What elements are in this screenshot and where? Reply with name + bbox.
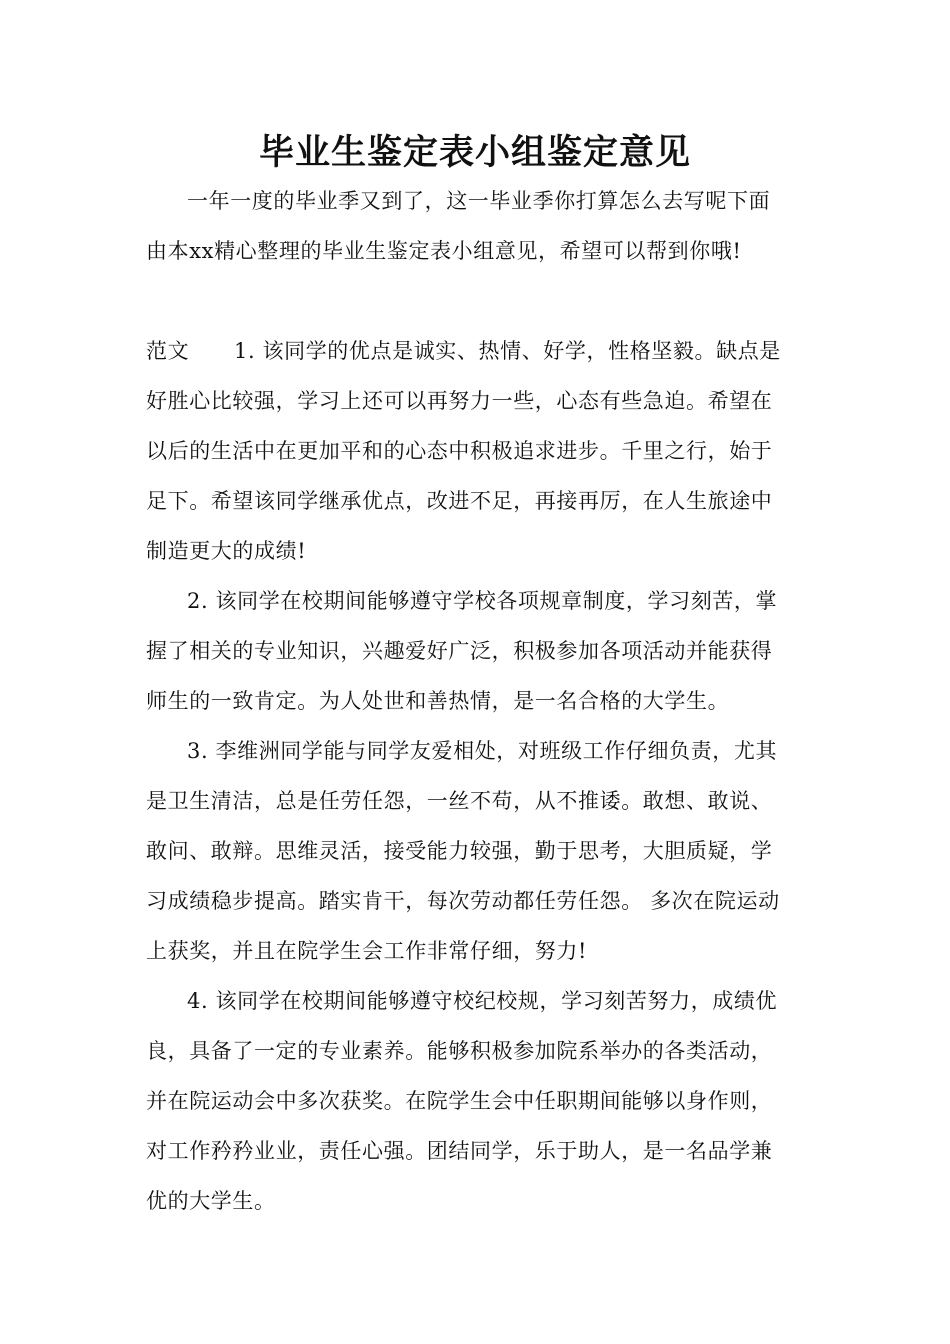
item4-line-4: 对工作矜矜业业，责任心强。团结同学，乐于助人，是一名品学兼 [146,1139,773,1163]
item3-line-2: 是卫生清洁，总是任劳任怨，一丝不苟，从不推诿。敢想、敢说、 [146,789,773,813]
item2-line-2: 握了相关的专业知识，兴趣爱好广泛，积极参加各项活动并能获得 [146,639,773,663]
item2-line-3: 师生的一致肯定。为人处世和善热情，是一名合格的大学生。 [146,689,730,713]
item3-line-1: 3. 李维洲同学能与同学友爱相处，对班级工作仔细负责，尤其 [187,739,778,763]
example-label: 范文 [146,339,190,363]
item4-line-3: 并在院运动会中多次获奖。在院学生会中任职期间能够以身作则， [146,1089,773,1113]
item3-line-5: 上获奖，并且在院学生会工作非常仔细，努力! [146,939,588,963]
item4-line-1: 4. 该同学在校期间能够遵守校纪校规，学习刻苦努力，成绩优 [187,989,778,1013]
item1-line-2: 好胜心比较强，学习上还可以再努力一些，心态有些急迫。希望在 [146,389,773,413]
item2-line-1: 2. 该同学在校期间能够遵守学校各项规章制度，学习刻苦，掌 [187,589,778,613]
item1-line-3: 以后的生活中在更加平和的心态中积极追求进步。千里之行，始于 [146,439,773,463]
item1-line-5: 制造更大的成绩! [146,539,307,563]
item1-line-1: 1. 该同学的优点是诚实、热情、好学，性格坚毅。缺点是 [234,339,781,363]
intro-line-1: 一年一度的毕业季又到了，这一毕业季你打算怎么去写呢下面 [187,189,771,213]
document-title: 毕业生鉴定表小组鉴定意见 [258,132,691,173]
item1-line-4: 足下。希望该同学继承优点，改进不足，再接再厉，在人生旅途中 [146,489,773,513]
item4-line-5: 优的大学生。 [146,1189,276,1213]
item3-line-3: 敢问、敢辩。思维灵活，接受能力较强，勤于思考，大胆质疑，学 [146,839,773,863]
item3-line-4: 习成绩稳步提高。踏实肯干，每次劳动都任劳任怨。 多次在院运动 [146,889,780,913]
intro-line-2: 由本xx精心整理的毕业生鉴定表小组意见，希望可以帮到你哦! [146,239,742,263]
item4-line-2: 良，具备了一定的专业素养。能够积极参加院系举办的各类活动， [146,1039,773,1063]
